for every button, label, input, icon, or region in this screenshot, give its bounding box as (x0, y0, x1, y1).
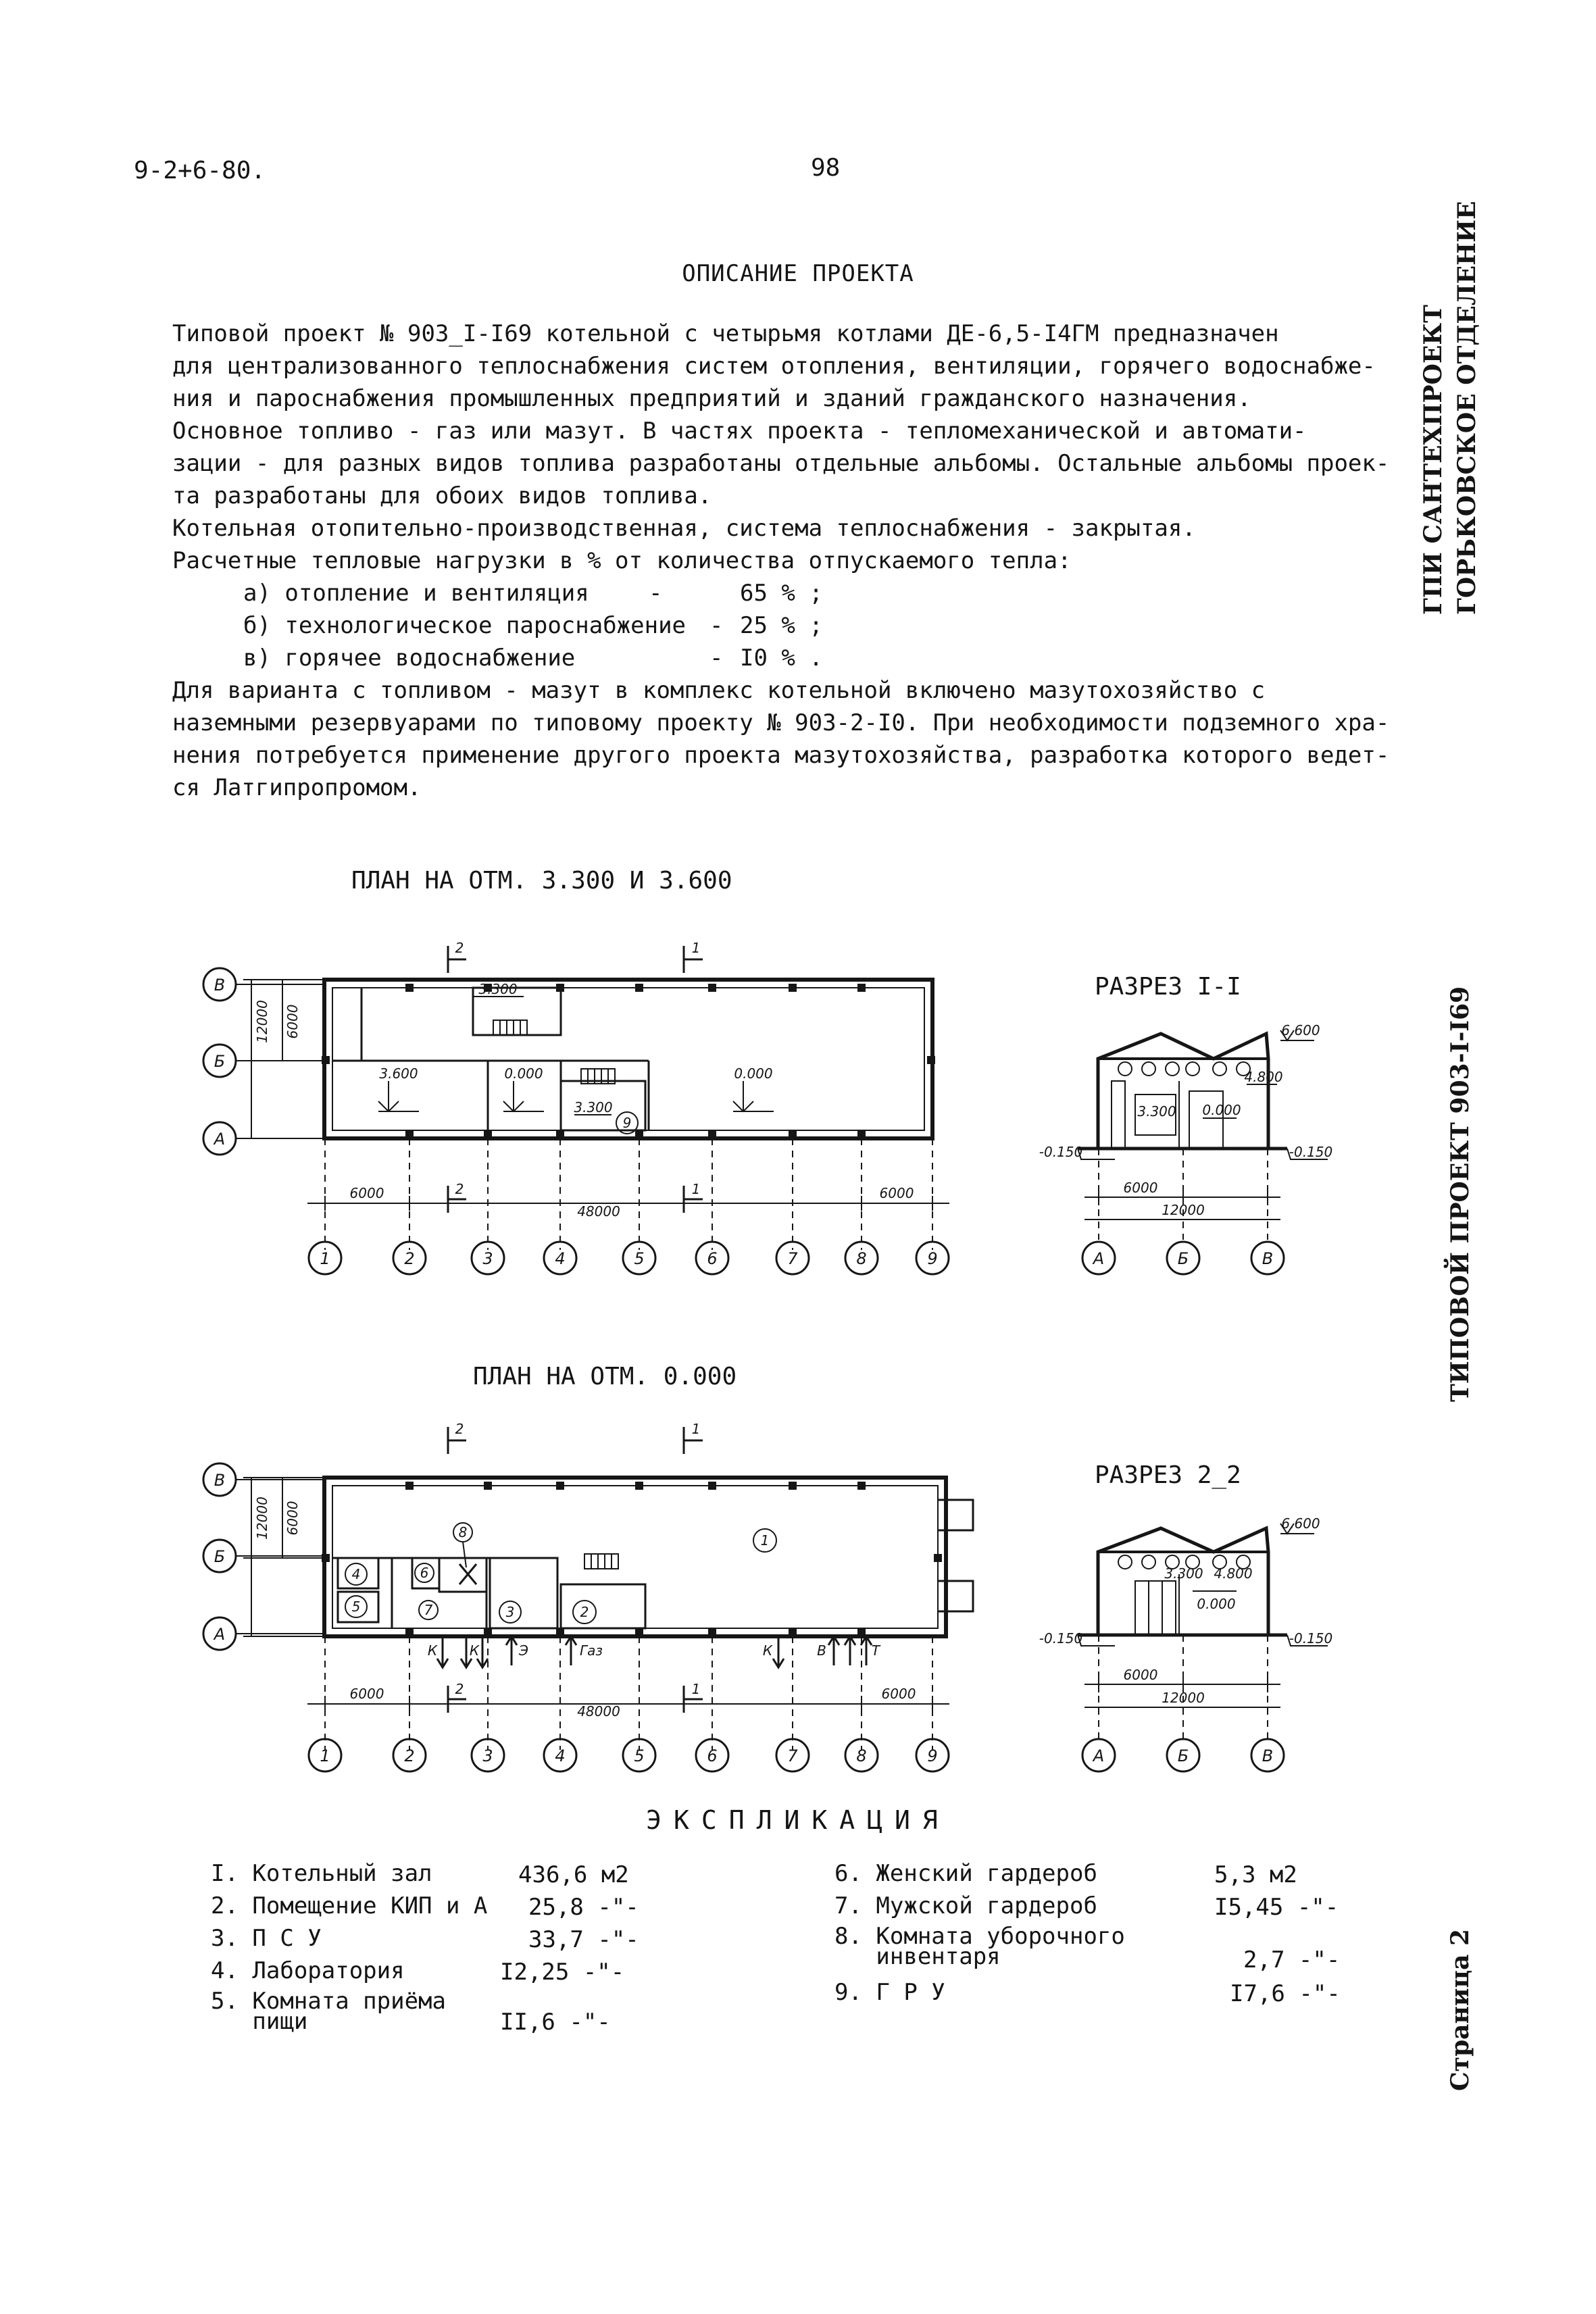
axis-label: Б (1177, 1249, 1189, 1268)
section-mark: 2 (455, 1681, 464, 1697)
document-code: 9-2+6-80. (134, 157, 266, 184)
text-line: Типовой проект № 903_I-I69 котельной с четырьмя котлами ДЕ-6,5-I4ГМ предназначен (172, 320, 1279, 347)
level-mark: 3.300 (1137, 1103, 1176, 1120)
dimension-label: 48000 (577, 1703, 620, 1719)
explication-item: 5. Комната приёма пищи (211, 1988, 446, 2035)
explication-item: 8. Комната уборочного инвентаря (834, 1923, 1125, 1970)
room-label: 6 (420, 1565, 429, 1581)
axis-label: 4 (555, 1746, 566, 1765)
level-mark: 0.000 (734, 1065, 773, 1082)
room-label: 3 (505, 1604, 515, 1620)
inlet-label: К (762, 1642, 773, 1659)
level-mark: -0.150 (1289, 1630, 1333, 1646)
axis-label: Б (214, 1547, 226, 1566)
dimension-label: 6000 (1123, 1667, 1158, 1683)
axis-label: 9 (927, 1746, 938, 1765)
load-dash: - (709, 612, 724, 639)
load-value: 25 % ; (740, 612, 823, 639)
explication-value: 5,3 м2 (1214, 1861, 1297, 1888)
explication-item: I. Котельный зал (211, 1860, 432, 1887)
axis-label: В (214, 976, 226, 995)
text-line: та разработаны для обоих видов топлива. (172, 482, 712, 509)
level-mark: 4.800 (1244, 1069, 1283, 1085)
axis-label: А (1093, 1249, 1105, 1268)
text-line: Расчетные тепловые нагрузки в % от количества отпускаемого тепла: (172, 547, 1072, 574)
axis-label: 4 (555, 1249, 566, 1268)
load-dash: - (709, 645, 724, 672)
axis-label: Б (1177, 1746, 1189, 1765)
level-mark: 3.600 (379, 1065, 418, 1082)
org-label-2: ГОРЬКОВСКОЕ ОТДЕЛЕНИЕ (1453, 201, 1481, 615)
section2-title: РАЗРЕЗ 2_2 (1095, 1461, 1241, 1489)
explication-item: 3. П С У (211, 1925, 322, 1952)
org-label-1: ГПИ САНТЕХПРОЕКТ (1419, 305, 1447, 615)
dimension-label: 12000 (254, 1000, 270, 1043)
level-mark: 3.300 (478, 981, 518, 997)
explication-value: 2,7 -"- (1243, 1946, 1341, 1973)
axis-label: 7 (787, 1249, 798, 1268)
text-line: нения потребуется применение другого проекта мазутохозяйства, разработка которого ведет- (172, 742, 1390, 769)
inlet-label: К (427, 1642, 438, 1659)
axis-label: 1 (320, 1249, 330, 1268)
room-label: 8 (458, 1524, 468, 1540)
axis-label: 2 (404, 1249, 415, 1268)
room-label: 4 (351, 1566, 361, 1582)
explication-value: 25,8 -"- (528, 1894, 639, 1921)
dimension-label: 6000 (881, 1686, 916, 1702)
level-mark: 6.600 (1281, 1022, 1320, 1038)
section-mark: 2 (455, 940, 464, 956)
axis-label: 3 (482, 1249, 493, 1268)
dimension-label: 12000 (254, 1496, 270, 1540)
section-mark: 1 (691, 1181, 701, 1197)
dimension-label: 6000 (349, 1686, 384, 1702)
axis-label: 6 (707, 1746, 718, 1765)
text-line: наземными резервуарами по типовому проекту № 903-2-I0. При необходимости подземного хра- (172, 709, 1390, 736)
level-mark: 3.300 (574, 1099, 613, 1115)
level-mark: -0.150 (1039, 1630, 1083, 1646)
explication-value: I5,45 -"- (1214, 1894, 1339, 1921)
plan2-title: ПЛАН НА ОТМ. 0.000 (473, 1363, 737, 1390)
text-line: для централизованного теплоснабжения систем отопления, вентиляции, горячего водоснабже- (172, 353, 1376, 380)
axis-label: 8 (856, 1746, 867, 1765)
plan1-title: ПЛАН НА ОТМ. 3.300 И 3.600 (351, 867, 732, 895)
load-dash: - (649, 580, 663, 607)
axis-label: 7 (787, 1746, 798, 1765)
level-mark: 0.000 (1202, 1102, 1241, 1118)
explication-value: I2,25 -"- (500, 1959, 625, 1986)
explication-value: 33,7 -"- (528, 1926, 639, 1953)
explication-value: II,6 -"- (500, 2009, 611, 2036)
explication-item: 4. Лаборатория (211, 1957, 405, 1984)
explication-value: I7,6 -"- (1230, 1980, 1341, 2007)
level-mark: 0.000 (504, 1065, 543, 1082)
load-value: I0 % . (740, 645, 823, 672)
axis-label: 5 (634, 1249, 645, 1268)
page-label: Страница 2 (1446, 1928, 1474, 2091)
explication-item: 7. Мужской гардероб (834, 1892, 1097, 1919)
plan1-inner-outline (332, 988, 924, 1130)
axis-label: 6 (707, 1249, 718, 1268)
section-mark: 1 (691, 1681, 701, 1697)
load-label: в) горячее водоснабжение (243, 645, 576, 672)
axis-label: 3 (482, 1746, 493, 1765)
room-label: 7 (424, 1602, 433, 1618)
load-label: а) отопление и вентиляция (243, 580, 589, 607)
explication-title: ЭКСПЛИКАЦИЯ (646, 1805, 950, 1835)
dimension-label: 6000 (284, 1004, 301, 1039)
level-mark: -0.150 (1289, 1144, 1333, 1160)
room-label: 5 (351, 1599, 361, 1615)
axis-label: 5 (634, 1746, 645, 1765)
level-mark: 6.600 (1281, 1515, 1320, 1532)
axis-label: А (214, 1625, 226, 1644)
text-line: зации - для разных видов топлива разработаны отдельные альбомы. Остальные альбомы проек- (172, 450, 1390, 477)
text-line: ния и пароснабжения промышленных предприятий и зданий гражданского назначения. (172, 385, 1251, 412)
inlet-label: К (469, 1642, 480, 1659)
room-label: 9 (622, 1115, 632, 1131)
text-line: Котельная отопительно-производственная, система теплоснабжения - закрытая. (172, 515, 1196, 542)
level-mark: -0.150 (1039, 1144, 1083, 1160)
dimension-label: 6000 (349, 1185, 384, 1201)
load-label: б) технологическое пароснабжение (243, 612, 687, 639)
level-mark: 0.000 (1197, 1596, 1236, 1612)
section-mark: 1 (691, 940, 701, 956)
dimension-label: 6000 (879, 1185, 914, 1201)
explication-value: 436,6 м2 (518, 1861, 629, 1888)
section-mark: 2 (455, 1181, 464, 1197)
inlet-label: Э (519, 1642, 528, 1659)
axis-label: В (1262, 1249, 1274, 1268)
dimension-label: 12000 (1162, 1690, 1205, 1706)
axis-label: В (214, 1471, 226, 1490)
inlet-label: В (817, 1642, 826, 1659)
inlet-label: Газ (579, 1642, 603, 1659)
dimension-label: 6000 (1123, 1180, 1158, 1196)
page-number: 98 (811, 154, 841, 182)
section-mark: 1 (691, 1421, 701, 1437)
axis-label: В (1262, 1746, 1274, 1765)
dimension-label: 12000 (1162, 1202, 1205, 1218)
dimension-label: 6000 (284, 1501, 301, 1536)
explication-item: 2. Помещение КИП и А (211, 1892, 488, 1919)
text-line: Основное топливо - газ или мазут. В частях проекта - тепломеханической и автомати- (172, 418, 1307, 445)
axis-label: 2 (404, 1746, 415, 1765)
project-label: ТИПОВОЙ ПРОЕКТ 903-I-I69 (1446, 986, 1474, 1402)
room-label: 2 (580, 1604, 589, 1620)
axis-label: 9 (927, 1249, 938, 1268)
section1-title: РАЗРЕЗ I-I (1095, 973, 1241, 1001)
text-line: Для варианта с топливом - мазут в комплекс котельной включено мазутохозяйство с (172, 677, 1266, 704)
axis-label: А (214, 1130, 226, 1149)
section-mark: 2 (455, 1421, 464, 1437)
explication-item: 6. Женский гардероб (834, 1860, 1097, 1887)
load-value: 65 % ; (740, 580, 823, 607)
inlet-label: Т (871, 1642, 880, 1659)
dimension-label: 48000 (577, 1203, 620, 1219)
level-mark: 4.800 (1214, 1565, 1253, 1582)
text-line: ся Латгипропромом. (172, 774, 422, 801)
level-mark: 3.300 (1164, 1565, 1203, 1582)
axis-label: А (1093, 1746, 1105, 1765)
explication-item: 9. Г Р У (834, 1979, 945, 2006)
axis-label: Б (214, 1052, 226, 1071)
axis-label: 8 (856, 1249, 867, 1268)
axis-label: 1 (320, 1746, 330, 1765)
page-title: ОПИСАНИЕ ПРОЕКТА (682, 260, 914, 287)
room-label: 1 (760, 1532, 770, 1549)
